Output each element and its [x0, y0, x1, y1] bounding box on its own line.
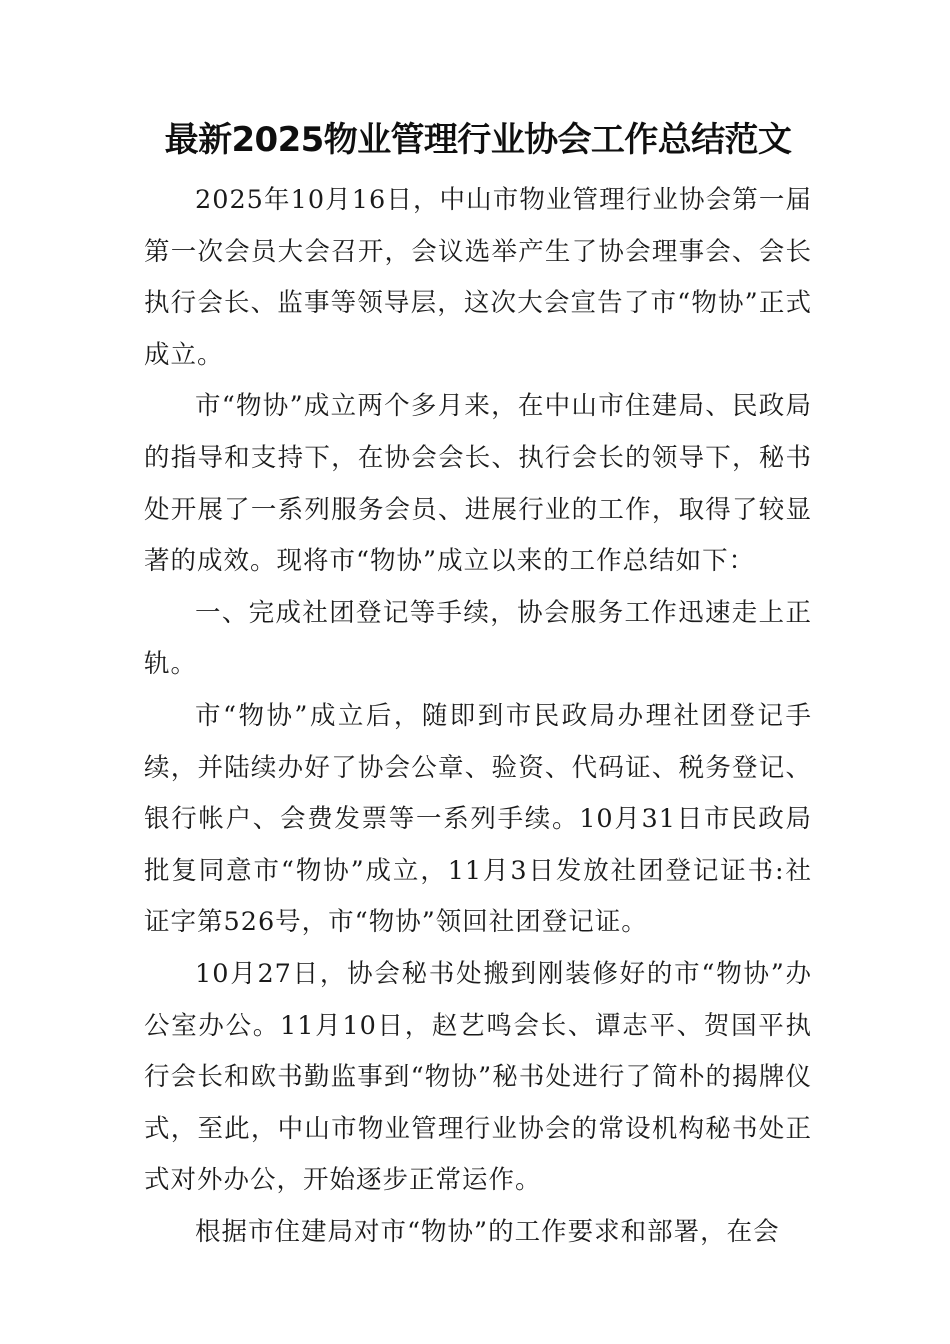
- paragraph-6: 根据市住建局对市“物协”的工作要求和部署，在会: [195, 1216, 780, 1247]
- paragraph-2: 市“物协”成立两个多月来，在中山市住建局、民政局的指导和支持下，在协会会长、执行会长的领导下，秘书处开展了一系列服务会员、进展行业的工作，取得了较显著的成效。现将市“物协”成立以来的工作总结如下：: [144, 391, 812, 577]
- paragraph-1: 2025年10月16日，中山市物业管理行业协会第一届第一次会员大会召开，会议选举产生了协会理事会、会长执行会长、监事等领导层，这次大会宣告了市“物协”正式成立。: [144, 185, 812, 370]
- document-body: [144, 175, 812, 1258]
- paragraph-3-section-heading: 一、完成社团登记等手续，协会服务工作迅速走上正轨。: [144, 597, 812, 680]
- paragraph-5: 10月27日，协会秘书处搬到刚装修好的市“物协”办公室办公。11月10日，赵艺鸣会长、谭志平、贺国平执行会长和欧书勤监事到“物协”秘书处进行了简朴的揭牌仪式，至此，中山市物业管理行业协会的常设机构秘书处正式对外办公，开始逐步正常运作。: [144, 958, 812, 1196]
- paragraph-4: 市“物协”成立后，随即到市民政局办理社团登记手续，并陆续办好了协会公章、验资、代码证、税务登记、银行帐户、会费发票等一系列手续。10月31日市民政局批复同意市“物协”成立，11月3日发放社团登记证书:社证字第526号，市“物协”领回社团登记证。: [144, 700, 812, 938]
- document-title: 最新2025物业管理行业协会工作总结范文: [164, 120, 792, 160]
